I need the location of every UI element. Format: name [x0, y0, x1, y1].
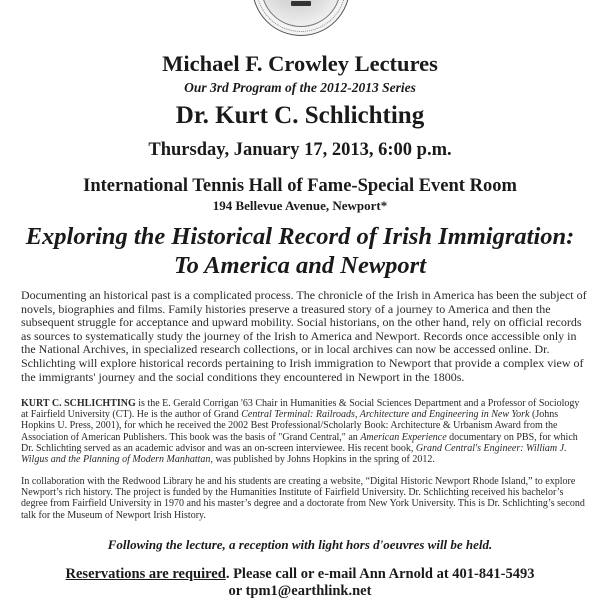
description-line: the National Archives, in specialized research collections, or in local archives can now be accessed online. Dr.: [21, 342, 550, 357]
bio-line: [21, 409, 591, 420]
circular-seal-logo: [252, 0, 350, 36]
event-address: 194 Bellevue Avenue, Newport*: [212, 198, 388, 213]
bio-paragraph: [21, 398, 591, 465]
event-venue: International Tennis Hall of Fame-Special Event Room: [83, 176, 517, 196]
bio-name: KURT C. SCHLICHTING: [21, 398, 136, 409]
series-title: Michael F. Crowley Lectures: [162, 51, 438, 76]
collaboration-line: degree from Fairfield University in 1970 and his master’s degree and a doctorate from New York University. This is Dr. Schlichting’s second: [21, 498, 585, 510]
collaboration-line: Newport’s rich history. The project is funded by the Humanities Institute of Fairfield University. Dr. Schlichting received his bachelor’s: [21, 487, 564, 499]
bio-text: documentary on PBS, for which: [446, 431, 578, 443]
bio-line: [21, 398, 591, 409]
topic-line-2: To America and Newport: [173, 252, 427, 279]
reservations-email[interactable]: or tpm1@earthlink.net: [228, 583, 372, 599]
bio-text: Dr. Schlichting served as an academic advisor and was an on-screen interviewee. His recent book,: [21, 442, 416, 454]
bio-line: [21, 432, 591, 443]
book-title: Wilgus and the Planning of Modern Manhattan: [21, 454, 211, 466]
program-title: American Experience: [360, 431, 447, 443]
description-line: Documenting an historical past is a complicated process. The chronicle of the Irish in America has been the subject of: [21, 288, 587, 302]
book-title: Central Terminal: Railroads, Architecture and Engineering in New York: [241, 409, 530, 421]
event-datetime: Thursday, January 17, 2013, 6:00 p.m.: [148, 140, 452, 160]
description-line: novels, biographies and films. Family histories preserve a treasured story of a journey to America and then the: [21, 301, 551, 316]
reception-note: Following the lecture, a reception with light hors d'oeuvres will be held.: [107, 537, 493, 552]
description-line: the immigrants' journey and the social conditions they encountered in Newport in the 1800s.: [21, 369, 465, 384]
bio-text: , was published by Johns Hopkins in the spring of 2012.: [210, 454, 435, 466]
collaboration-paragraph: [21, 476, 591, 521]
reservations-info: [0, 566, 600, 600]
description-paragraph: [21, 289, 591, 384]
collaboration-line: talk for the Museum of Newport Irish History.: [21, 509, 206, 521]
description-line: subsequent struggle for acceptance and upward mobility. Social historians, on the other hand, rely on official records: [21, 315, 582, 330]
bio-line: [21, 443, 591, 454]
bio-line: [21, 454, 591, 465]
bio-text: (Johns: [529, 409, 559, 421]
reservations-required-label: Reservations are required: [65, 566, 226, 582]
description-line: Schlichting will explore historical records pertaining to Irish immigration to Newport that provide a complex view of: [21, 355, 584, 370]
bio-text: Association of American Publishers. This book was the basis of "Grand Central," an: [21, 431, 361, 443]
seal-banner-icon: [291, 1, 311, 6]
topic-line-1: Exploring the Historical Record of Irish Immigration:: [25, 223, 575, 250]
bio-text: at Fairfield University (CT). He is the author of Grand: [21, 409, 242, 421]
reservations-line: [0, 566, 600, 583]
reservations-contact: . Please call or e-mail Ann Arnold at 401-841-5493: [225, 566, 535, 582]
book-title: Grand Central's Engineer: William J.: [415, 442, 567, 454]
lecture-topic: [0, 222, 600, 280]
description-line: as sources to systematically study the journey of the Irish to America and Newport. Records once accessible only in: [21, 328, 577, 343]
collaboration-line: In collaboration with the Redwood Library he and his students are creating a website, “Digital Historic Newport Rhode Island,” to explore: [21, 476, 576, 487]
bio-text: is the E. Gerald Corrigan '63 Chair in Humanities & Social Sciences Department and a Professor of Sociology: [135, 398, 580, 409]
speaker-name: Dr. Kurt C. Schlichting: [175, 102, 425, 129]
bio-line: Hopkins U. Press, 2001), for which he received the 2002 Best Professional/Scholarly Book: Architecture & Urbanism Award from the: [21, 420, 558, 432]
series-subtitle: Our 3rd Program of the 2012-2013 Series: [184, 80, 416, 95]
